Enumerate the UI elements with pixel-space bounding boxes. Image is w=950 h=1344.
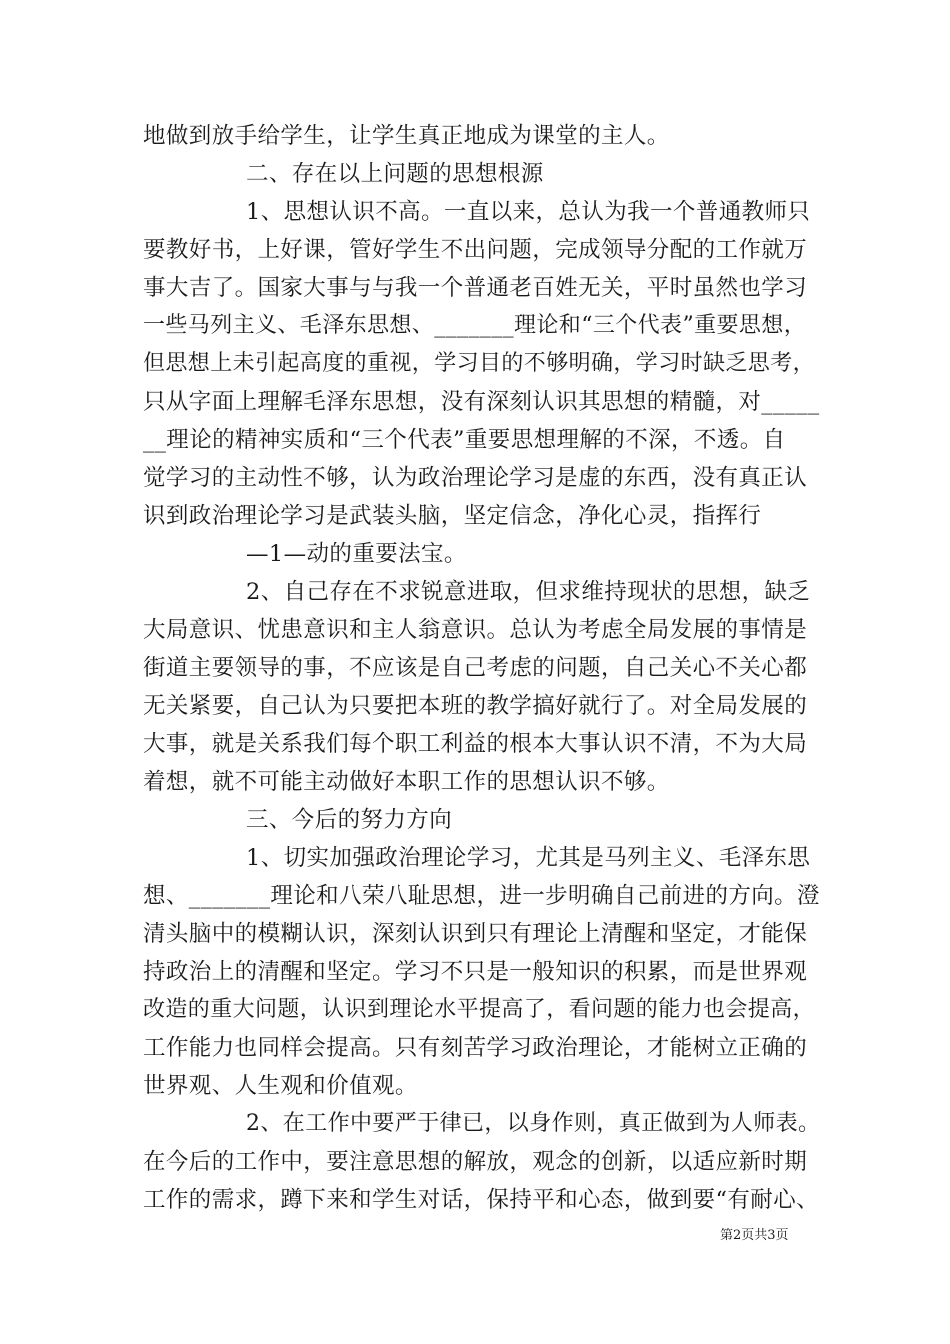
text-line-18: 着想，就不可能主动做好本职工作的思想认识不够。 (143, 769, 670, 795)
text-line-22: 清头脑中的模糊认识，深刻认识到只有理论上清醒和坚定，才能保 (143, 921, 808, 947)
text-line-29: 工作的需求，蹲下来和学生对话，保持平和心态，做到要“有耐心、 (143, 1187, 820, 1213)
text-line-6: 一些马列主义、毛泽东思想、_______理论和“三个代表”重要思想， (143, 313, 807, 338)
text-line-11: 识到政治理论学习是武装头脑，坚定信念，净化心灵，指挥行 (143, 503, 762, 529)
text-line-27: 2、在工作中要严于律已，以身作则，真正做到为人师表。 (246, 1111, 821, 1136)
text-line-8: 只从字面上理解毛泽东思想，没有深刻认识其思想的精髓，对_____ (143, 389, 820, 415)
text-line-10: 觉学习的主动性不够，认为政治理论学习是虚的东西，没有真正认 (143, 465, 808, 491)
text-line-23: 持政治上的清醒和坚定。学习不只是一般知识的积累，而是世界观 (143, 959, 808, 985)
text-line-26: 世界观、人生观和价值观。 (143, 1073, 418, 1099)
text-line-9: __理论的精神实质和“三个代表”重要思想理解的不深，不透。自 (143, 427, 786, 453)
page-number-footer: 第2页共3页 (720, 1228, 789, 1243)
text-line-3: 1、思想认识不高。一直以来，总认为我一个普通教师只 (246, 199, 811, 225)
text-line-7: 但思想上未引起高度的重视，学习目的不够明确，学习时缺乏思考， (143, 351, 816, 376)
text-line-15: 街道主要领导的事，不应该是自己考虑的问题，自己关心不关心都 (143, 655, 808, 681)
text-line-16: 无关紧要，自己认为只要把本班的教学搞好就行了。对全局发展的 (143, 693, 808, 719)
text-line-12: —1—动的重要法宝。 (246, 541, 467, 567)
section-heading-2: 二、存在以上问题的思想根源 (246, 161, 544, 187)
text-line-1: 地做到放手给学生，让学生真正地成为课堂的主人。 (143, 123, 670, 149)
text-line-28: 在今后的工作中，要注意思想的解放，观念的创新，以适应新时期 (143, 1149, 808, 1175)
text-line-24: 改造的重大问题，认识到理论水平提高了，看问题的能力也会提高， (143, 997, 816, 1022)
text-line-4: 要教好书，上好课，管好学生不出问题，完成领导分配的工作就万 (143, 237, 808, 263)
text-line-14: 大局意识、忧患意识和主人翁意识。总认为考虑全局发展的事情是 (143, 617, 808, 643)
text-line-5: 事大吉了。国家大事与与我一个普通老百姓无关，平时虽然也学习 (143, 275, 808, 301)
section-heading-3: 三、今后的努力方向 (246, 807, 453, 833)
text-line-25: 工作能力也同样会提高。只有刻苦学习政治理论，才能树立正确的 (143, 1035, 808, 1061)
text-line-20: 1、切实加强政治理论学习，尤其是马列主义、毛泽东思 (246, 845, 811, 871)
text-line-13: 2、自己存在不求锐意进取，但求维持现状的思想，缺乏 (246, 579, 811, 605)
text-line-17: 大事，就是关系我们每个职工利益的根本大事认识不清，不为大局 (143, 731, 808, 757)
text-line-21: 想、_______理论和八荣八耻思想，进一步明确自己前进的方向。澄 (143, 883, 820, 909)
